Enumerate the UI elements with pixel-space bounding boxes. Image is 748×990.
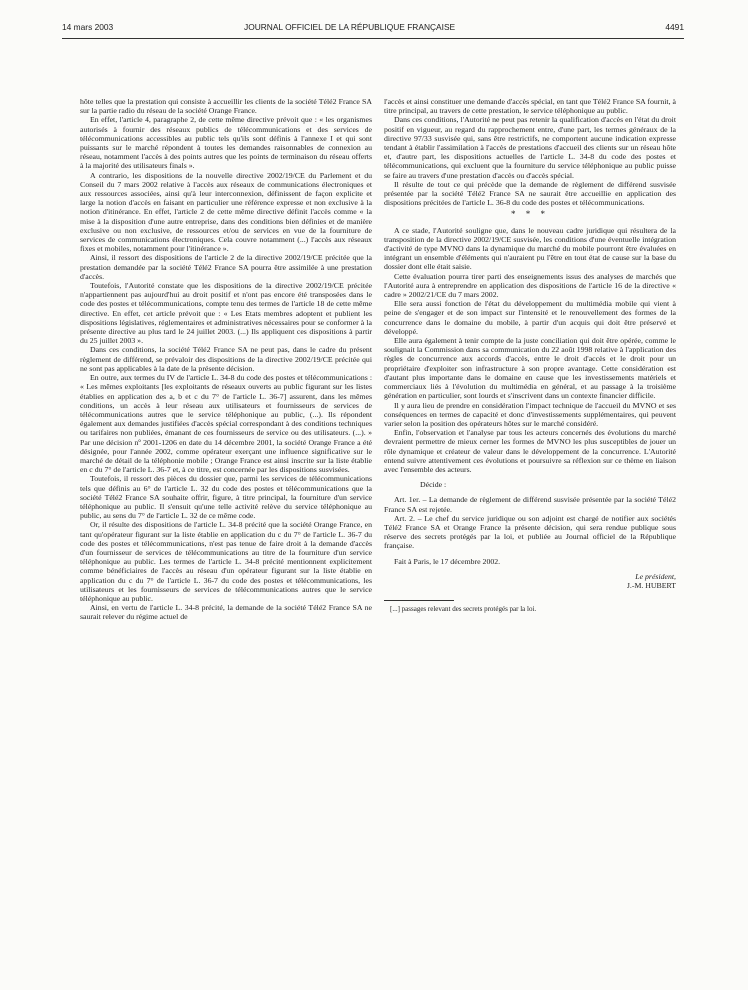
paragraph: Enfin, l'observation et l'analyse par tous les acteurs concernés des évolutions du marché devraient permettre de mieux cerner les formes de MVNO les plus susceptibles de jouer un rôle dynamique et créateur de valeur dans le développement de la concurrence. L'Autorité entend suivre attentivement ces évolutions et poursuivre sa réflexion sur ce thème en liaison avec l'ensemble des acteurs. [384,428,676,474]
left-column [80,97,372,622]
paragraph: Ainsi, il ressort des dispositions de l'article 2 de la directive 2002/19/CE précitée que la prestation demandée par la société Télé2 France SA pourra être assimilée à une prestation d'accès. [80,253,372,281]
header-date: 14 mars 2003 [62,22,114,32]
decision-heading: Décide : [420,480,447,490]
paragraph: Cette évaluation pourra tirer parti des enseignements issus des analyses de marchés que l'Autorité aura à entreprendre en application des dispositions de l'article 16 de la directive « cadre » 2002/21/CE du 7 mars 2002. [384,271,676,300]
running-header [62,22,684,36]
paragraph: Toutefois, l'Autorité constate que les dispositions de la directive 2002/19/CE précitée n'appartiennent pas aujourd'hui au droit positif et n'ont pas encore été transposées dans le code des postes et télécommunications, compte tenu des termes de l'article 18 de cette même directive. En effet, cet article prévoit que : « Les Etats membres adoptent et publient les dispositions législatives, réglementaires et administratives nécessaires pour se conformer à la présente directive au plus tard le 24 juillet 2003. (...) Ils appliquent ces dispositions à partir du 25 juillet 2003 ». [80,281,372,346]
footnote: [...] passages relevant des secrets protégés par la loi. [390,605,537,614]
paragraph: Il y aura lieu de prendre en considération l'impact technique de l'accueil du MVNO et ses conséquences en termes de capacité et donc d'investissements supplémentaires, qui peuvent varier selon la position des opérateurs hôtes sur le marché considéré. [384,400,676,428]
header-journal-title: JOURNAL OFFICIEL DE LA RÉPUBLIQUE FRANÇAISE [244,22,456,32]
signature-name: J.-M. HUBERT [626,580,676,590]
header-rule [62,38,684,39]
paragraph: En outre, aux termes du IV de l'article L. 34-8 du code des postes et télécommunications : « Les mêmes exploitants [les exploitants de réseaux ouverts au public figurant sur les listes établies en application des a, b et c du 7° de l'article L. 36-7] assurent, dans les mêmes conditions, un accès à leur réseau aux utilisateurs et fournisseurs de services de télécommunications autres que le service téléphonique au public, (...). Ils répondent également aux demandes justifiées d'accès spécial correspondant à des conditions techniques ou tarifaires non publiées, émanant de ces fournisseurs de service ou des utilisateurs. (...). » Par une décision nº 2001-1206 en date du 14 décembre 2001, la société Orange France a été désignée, pour l'année 2002, comme opérateur exerçant une influence significative sur le marché de détail de la téléphonie mobile ; Orange France est ainsi inscrite sur la liste établie en c du 7° de l'article L. 36-7 et, à ce titre, est concernée par les dispositions susvisées. [80,373,372,475]
paragraph: Il résulte de tout ce qui précède que la demande de règlement de différend susvisée présentée par la société Télé2 France SA ne saurait être accueillie en application des dispositions précitées de l'article L. 36-8 du code des postes et télécommunications. [384,179,676,208]
header-page-number: 4491 [665,22,684,32]
paragraph: Ainsi, en vertu de l'article L. 34-8 précité, la demande de la société Télé2 France SA ne saurait relever du régime actuel de [80,603,372,622]
footnote-rule [384,600,454,601]
paragraph: Elle aura également à tenir compte de la juste conciliation qui doit être opérée, comme le soulignait la Commission dans sa communication du 22 août 1998 relative à l'application des règles de concurrence aux accords d'accès, entre le droit d'accès et le droit pour un propriétaire d'exploiter son infrastructure à son propre avantage. Cette considération est d'autant plus importante dans le domaine en cause que les investissements matériels et commerciaux liés à l'évolution du multimédia en général, et au passage à la troisième génération en particulier, sont lourds et s'inscrivent dans un contexte financier difficile. [384,336,676,401]
right-column [384,97,676,614]
article-1: Art. 1er. – La demande de règlement de différend susvisée présentée par la société Télé2 France SA est rejetée. [384,495,676,514]
paragraph: Dans ces conditions, l'Autorité ne peut pas retenir la qualification d'accès en l'état du droit positif en vigueur, au regard du rapprochement entre, d'une part, les termes généraux de la directive 97/33 susvisée qui, sans être restrictifs, ne comportent aucune indication expresse tendant à établir l'assimilation à l'accès de prestations d'accueil des clients sur un réseau hôte et, d'autre part, les dispositions actuelles de l'article L. 34-8 du code des postes et télécommunications, qui excluent que la fourniture du service téléphonique au public puisse se faire au travers d'une prestation d'accès ou d'accès spécial. [384,115,676,180]
section-separator-stars: * * * [511,209,549,220]
paragraph: Toutefois, il ressort des pièces du dossier que, parmi les services de télécommunications tels que définis au 6° de l'article L. 32 du code des postes et télécommunications que la société Télé2 France SA souhaite offrir, figure, à titre principal, la fourniture d'un service téléphonique au public. Il s'ensuit qu'une telle activité relève du service téléphonique au public, au sens du 7° de l'article L. 32 de ce même code. [80,474,372,521]
paragraph: A ce stade, l'Autorité souligne que, dans le nouveau cadre juridique qui résultera de la transposition de la directive 2002/19/CE susvisée, les conditions d'une éventuelle intégration d'activité de type MVNO dans la dynamique du marché du mobile pourront être évaluées en intégrant un ensemble d'éléments qui n'auraient pu l'être en tout état de cause sur la base du dossier dont elle était saisie. [384,225,676,272]
paragraph: l'accès et ainsi constituer une demande d'accès spécial, en tant que Télé2 France SA fournit, à titre principal, au travers de cette prestation, le service téléphonique au public. [384,97,676,116]
paragraph: Or, il résulte des dispositions de l'article L. 34-8 précité que la société Orange France, en tant qu'opérateur figurant sur la liste établie en application du c du 7° de l'article L. 36-7 du code des postes et télécommunications, n'est pas tenue de faire droit à la demande d'accès d'un fournisseur de services de télécommunications au titre de la fourniture d'un service téléphonique au public. Les termes de l'article L. 34-8 précité mentionnent explicitement comme bénéficiaires de l'accès au réseau d'un opérateur figurant sur la liste établie en application du c du 7° de l'article L. 36-7 du code des postes et télécommunications, les utilisateurs et les fournisseurs de services de télécommunications autres que le service téléphonique au public. [80,520,372,603]
paragraph: Elle sera aussi fonction de l'état du développement du multimédia mobile qui vient à peine de s'engager et de son impact sur l'intensité et le renouvellement des formes de la concurrence dans le domaine du mobile, à partir d'un acquis qui doit être préservé et développé. [384,299,676,336]
paragraph: Dans ces conditions, la société Télé2 France SA ne peut pas, dans le cadre du présent règlement de différend, se prévaloir des dispositions de la directive 2002/19/CE précitée qui ne sont pas applicables à la date de la présente décision. [80,345,372,373]
paragraph: hôte telles que la prestation qui consiste à accueillir les clients de la société Télé2 France SA sur la partie radio du réseau de la société Orange France. [80,97,372,116]
article-2: Art. 2. – Le chef du service juridique ou son adjoint est chargé de notifier aux sociétés Télé2 France SA et Orange France la présente décision, qui sera rendue publique sous réserve des secrets protégés par la loi, et publiée au Journal officiel de la République française. [384,513,676,551]
signature-title: Le président, [635,571,676,581]
paragraph: En effet, l'article 4, paragraphe 2, de cette même directive prévoit que : « les organismes autorisés à fournir des réseaux publics de télécommunications et des services de télécommunications accessibles au public tels qu'ils sont définis à l'annexe I et qui sont puissants sur le marché répondent à toutes les demandes raisonnables de connexion au réseau, notamment l'accès à des points autres que les points de terminaison du réseau offerts à la majorité des utilisateurs finals ». [80,115,372,171]
paragraph: A contrario, les dispositions de la nouvelle directive 2002/19/CE du Parlement et du Conseil du 7 mars 2002 relative à l'accès aux réseaux de communications électroniques et aux ressources associées, ainsi qu'à leur interconnexion, définissent de façon explicite et large la notion d'accès en faisant en particulier une référence expresse et non exclusive à la notion d'itinérance. En effet, l'article 2 de cette même directive définit l'accès comme « la mise à la disposition d'une autre entreprise, dans des conditions bien définies et de manière exclusive ou non exclusive, de ressources et/ou de services en vue de la fourniture de services de communications électroniques. Cela couvre notamment (...) l'accès aux réseaux fixes et mobiles, notamment pour l'itinérance ». [80,170,372,254]
done-at: Fait à Paris, le 17 décembre 2002. [394,556,501,566]
